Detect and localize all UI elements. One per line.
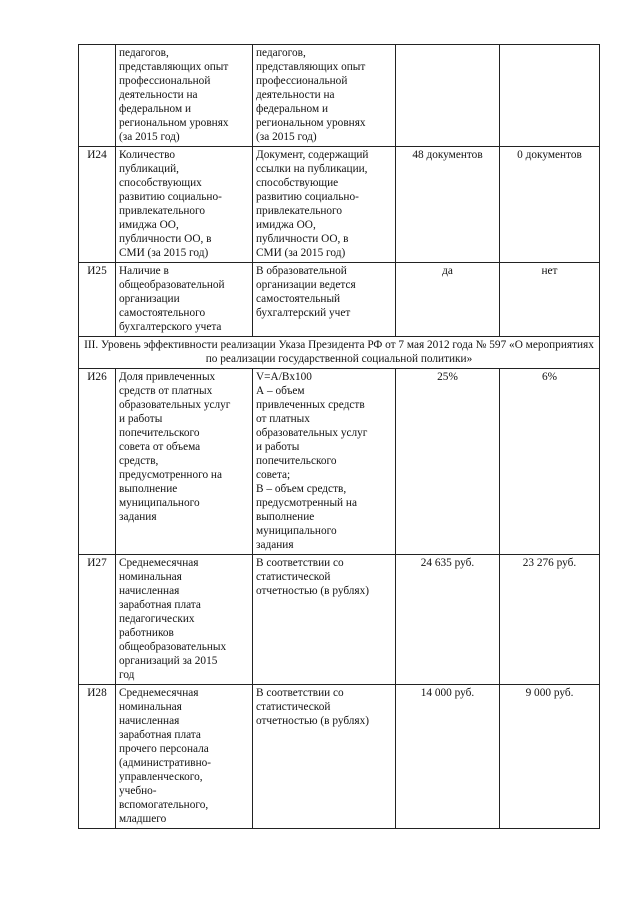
cell-line: привлекательного [256, 205, 343, 217]
value-planned: 14 000 руб. [396, 685, 500, 829]
cell-line: имиджа ОО, [256, 219, 316, 231]
cell-line: (административно- [119, 757, 212, 769]
cell-line: выполнение [256, 511, 315, 523]
cell-line: статистической [256, 701, 331, 713]
cell-line: и работы [256, 441, 300, 453]
cell-line: публикаций, [119, 163, 179, 175]
cell-line: от платных [256, 413, 310, 425]
indicator-method [253, 263, 396, 337]
indicator-name [116, 685, 253, 829]
table-body-top [79, 45, 600, 337]
cell-line: и работы [119, 413, 163, 425]
cell-line: региональном уровнях [119, 117, 229, 129]
cell-line: заработная плата [119, 599, 201, 611]
indicator-method [253, 147, 396, 263]
cell-line: организации ведется [256, 279, 356, 291]
section-row [79, 337, 600, 369]
cell-line: предусмотренный на [256, 497, 357, 509]
cell-line: выполнение [119, 483, 178, 495]
cell-line: работников [119, 627, 174, 639]
value-actual: 9 000 руб. [500, 685, 600, 829]
value-actual: 0 документов [500, 147, 600, 263]
cell-line: попечительского [256, 455, 337, 467]
cell-line: развитию социально- [256, 191, 359, 203]
cell-line: федеральном и [256, 103, 328, 115]
cell-line: Наличие в [119, 265, 169, 277]
cell-line: (за 2015 год) [256, 131, 317, 143]
cell-line: СМИ (за 2015 год) [256, 247, 346, 259]
cell-line: деятельности на [256, 89, 335, 101]
cell-line: профессиональной [256, 75, 348, 87]
indicator-method [253, 369, 396, 555]
value-planned: 48 документов [396, 147, 500, 263]
cell-line: самостоятельный [256, 293, 341, 305]
cell-line: привлеченных средств [256, 399, 365, 411]
cell-line: региональном уровнях [256, 117, 366, 129]
cell-line: начисленная [119, 585, 180, 597]
table-row [79, 555, 600, 685]
cell-line: представляющих опыт [256, 61, 366, 73]
cell-line: предусмотренного на [119, 469, 222, 481]
cell-line: V=A/Bx100 [256, 371, 312, 383]
indicator-name [116, 263, 253, 337]
cell-line: отчетностью (в рублях) [256, 585, 370, 597]
indicator-code: И24 [79, 147, 116, 263]
cell-line: заработная плата [119, 729, 201, 741]
value-planned: да [396, 263, 500, 337]
cell-line: совета от объема [119, 441, 201, 453]
table-row [79, 263, 600, 337]
indicator-name [116, 45, 253, 147]
cell-line: номинальная [119, 571, 182, 583]
value-actual: нет [500, 263, 600, 337]
cell-line: публичности ОО, в [256, 233, 349, 245]
cell-line: имиджа ОО, [119, 219, 179, 231]
cell-line: задания [256, 539, 294, 551]
cell-line: деятельности на [119, 89, 198, 101]
cell-line: номинальная [119, 701, 182, 713]
table-row [79, 685, 600, 829]
cell-line: представляющих опыт [119, 61, 229, 73]
table-row [79, 147, 600, 263]
cell-line: статистической [256, 571, 331, 583]
indicator-method [253, 45, 396, 147]
table-row [79, 369, 600, 555]
cell-line: прочего персонала [119, 743, 209, 755]
cell-line: отчетностью (в рублях) [256, 715, 370, 727]
cell-line: педагогических [119, 613, 195, 625]
cell-line: год [119, 669, 135, 681]
cell-line: Количество [119, 149, 175, 161]
cell-line: Среднемесячная [119, 557, 199, 569]
indicator-code [79, 45, 116, 147]
cell-line: развитию социально- [119, 191, 222, 203]
cell-line: профессиональной [119, 75, 211, 87]
cell-line: способствующих [119, 177, 202, 189]
cell-line: Среднемесячная [119, 687, 199, 699]
cell-line: А – объем [256, 385, 305, 397]
cell-line: организаций за 2015 [119, 655, 218, 667]
cell-line: В образовательной [256, 265, 347, 277]
cell-line: В – объем средств, [256, 483, 347, 495]
cell-line: самостоятельного [119, 307, 206, 319]
cell-line: педагогов, [256, 47, 306, 59]
cell-line: (за 2015 год) [119, 131, 180, 143]
value-planned [396, 45, 500, 147]
indicator-code: И28 [79, 685, 116, 829]
cell-line: общеобразовательной [119, 279, 225, 291]
cell-line: образовательных услуг [119, 399, 231, 411]
cell-line: ссылки на публикации, [256, 163, 368, 175]
cell-line: В соответствии со [256, 557, 344, 569]
cell-line: муниципального [119, 497, 200, 509]
indicator-name [116, 555, 253, 685]
value-actual: 6% [500, 369, 600, 555]
section-heading: III. Уровень эффективности реализации Указа Президента РФ от 7 мая 2012 года № 597 «О мероприятиях по реализации государственной социальной политики» [79, 337, 600, 369]
indicator-code: И27 [79, 555, 116, 685]
cell-line: средств, [119, 455, 159, 467]
cell-line: совета; [256, 469, 291, 481]
table-body-bottom [79, 369, 600, 829]
cell-line: педагогов, [119, 47, 169, 59]
indicator-code: И25 [79, 263, 116, 337]
value-planned: 25% [396, 369, 500, 555]
value-planned: 24 635 руб. [396, 555, 500, 685]
indicator-name [116, 369, 253, 555]
table-section [79, 337, 600, 369]
cell-line: СМИ (за 2015 год) [119, 247, 209, 259]
cell-line: учебно- [119, 785, 157, 797]
cell-line: образовательных услуг [256, 427, 368, 439]
cell-line: задания [119, 511, 157, 523]
cell-line: муниципального [256, 525, 337, 537]
indicator-name [116, 147, 253, 263]
cell-line: Документ, содержащий [256, 149, 369, 161]
cell-line: вспомогательного, [119, 799, 209, 811]
cell-line: привлекательного [119, 205, 206, 217]
indicator-method [253, 685, 396, 829]
indicator-table [78, 44, 600, 829]
cell-line: организации [119, 293, 180, 305]
indicator-code: И26 [79, 369, 116, 555]
indicator-method [253, 555, 396, 685]
cell-line: Доля привлеченных [119, 371, 216, 383]
cell-line: попечительского [119, 427, 200, 439]
cell-line: управленческого, [119, 771, 203, 783]
value-actual: 23 276 руб. [500, 555, 600, 685]
cell-line: В соответствии со [256, 687, 344, 699]
cell-line: общеобразовательных [119, 641, 227, 653]
value-actual [500, 45, 600, 147]
table-row [79, 45, 600, 147]
cell-line: бухгалтерский учет [256, 307, 351, 319]
cell-line: бухгалтерского учета [119, 321, 222, 333]
cell-line: средств от платных [119, 385, 213, 397]
cell-line: федеральном и [119, 103, 191, 115]
cell-line: младшего [119, 813, 167, 825]
cell-line: начисленная [119, 715, 180, 727]
cell-line: публичности ОО, в [119, 233, 212, 245]
cell-line: способствующие [256, 177, 339, 189]
